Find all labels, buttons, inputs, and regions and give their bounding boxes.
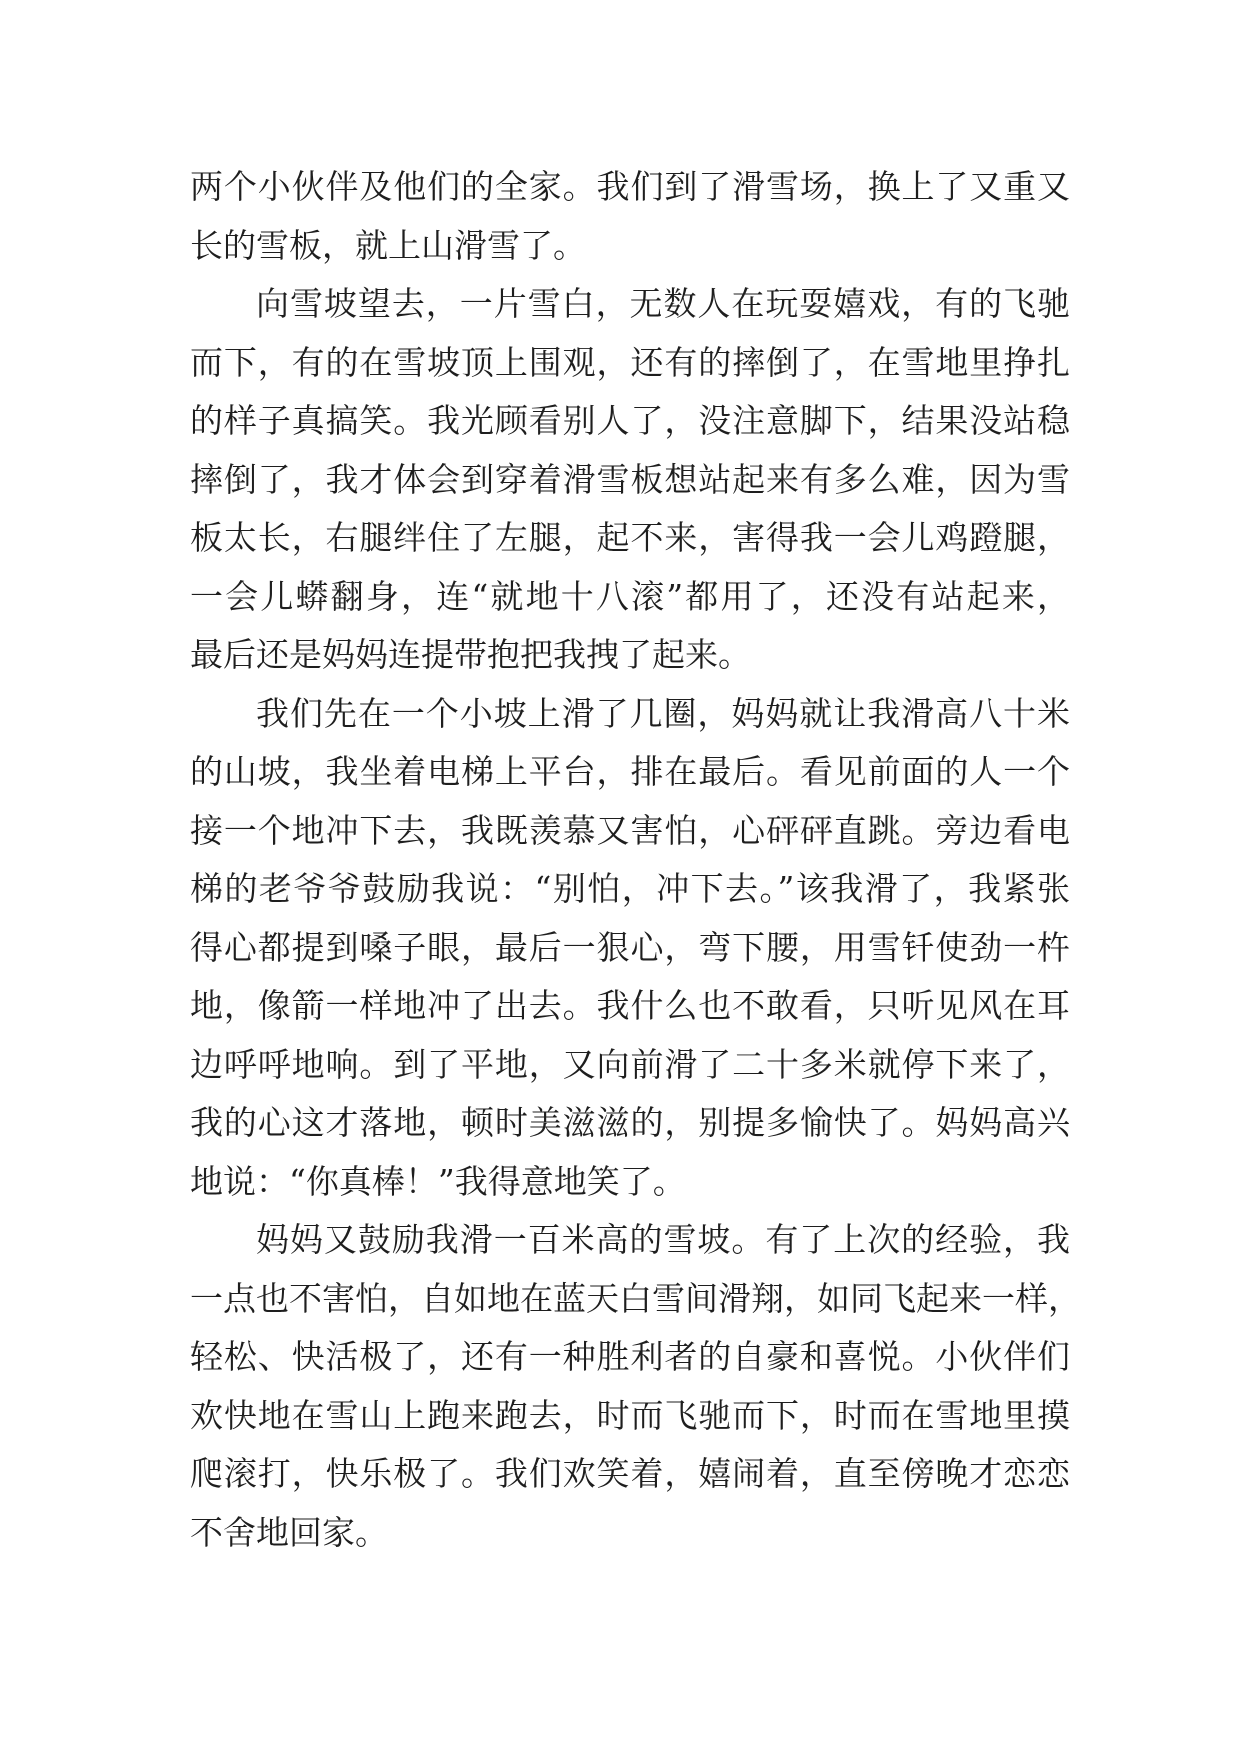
p4-line-2: 一点也不害怕，自如地在蓝天白雪间滑翔，如同飞起来一样，: [190, 1278, 1081, 1318]
p3-line-6: 地，像箭一样地冲了出去。我什么也不敢看，只听见风在耳: [190, 986, 1070, 1025]
p3-line-2: 的山坡，我坐着电梯上平台，排在最后。看见前面的人一个: [190, 752, 1070, 791]
p2-line-6: 一会儿蟒翻身，连“就地十八滚”都用了，还没有站起来，: [190, 576, 1070, 616]
p2-line-7: 最后还是妈妈连提带抱把我拽了起来。: [190, 635, 751, 674]
p2-line-1: 向雪坡望去，一片雪白，无数人在玩耍嬉戏，有的飞驰: [256, 284, 1070, 323]
p1-line-1: 两个小伙伴及他们的全家。我们到了滑雪场，换上了又重又: [190, 167, 1070, 206]
p3-line-9: 地说：“你真棒！”我得意地笑了。: [190, 1161, 686, 1201]
p2-line-3: 的样子真搞笑。我光顾看别人了，没注意脚下，结果没站稳: [190, 401, 1070, 440]
p3-line-5: 得心都提到嗓子眼，最后一狠心，弯下腰，用雪钎使劲一杵: [190, 927, 1070, 967]
p2-line-5: 板太长，右腿绊住了左腿，起不来，害得我一会儿鸡蹬腿，: [190, 518, 1070, 557]
p3-line-8: 我的心这才落地，顿时美滋滋的，别提多愉快了。妈妈高兴: [190, 1103, 1070, 1142]
p4-line-3: 轻松、快活极了，还有一种胜利者的自豪和喜悦。小伙伴们: [190, 1337, 1070, 1376]
p4-line-6: 不舍地回家。: [190, 1512, 388, 1552]
p3-line-1: 我们先在一个小坡上滑了几圈，妈妈就让我滑高八十米: [256, 693, 1070, 733]
p1-line-2: 长的雪板，就上山滑雪了。: [190, 225, 586, 265]
p4-line-4: 欢快地在雪山上跑来跑去，时而飞驰而下，时而在雪地里摸: [190, 1395, 1070, 1435]
essay-body: [190, 158, 1081, 1562]
p2-line-2: 而下，有的在雪坡顶上围观，还有的摔倒了，在雪地里挣扎: [190, 342, 1070, 382]
p2-line-4: 摔倒了，我才体会到穿着滑雪板想站起来有多么难，因为雪: [190, 459, 1070, 499]
p3-line-7: 边呼呼地响。到了平地，又向前滑了二十多米就停下来了，: [190, 1044, 1070, 1084]
p3-line-4: 梯的老爷爷鼓励我说：“别怕，冲下去。”该我滑了，我紧张: [190, 869, 1070, 908]
p3-line-3: 接一个地冲下去，我既羡慕又害怕，心砰砰直跳。旁边看电: [190, 810, 1070, 850]
p4-line-5: 爬滚打，快乐极了。我们欢笑着，嬉闹着，直至傍晚才恋恋: [190, 1454, 1070, 1493]
p4-line-1: 妈妈又鼓励我滑一百米高的雪坡。有了上次的经验，我: [256, 1220, 1070, 1259]
